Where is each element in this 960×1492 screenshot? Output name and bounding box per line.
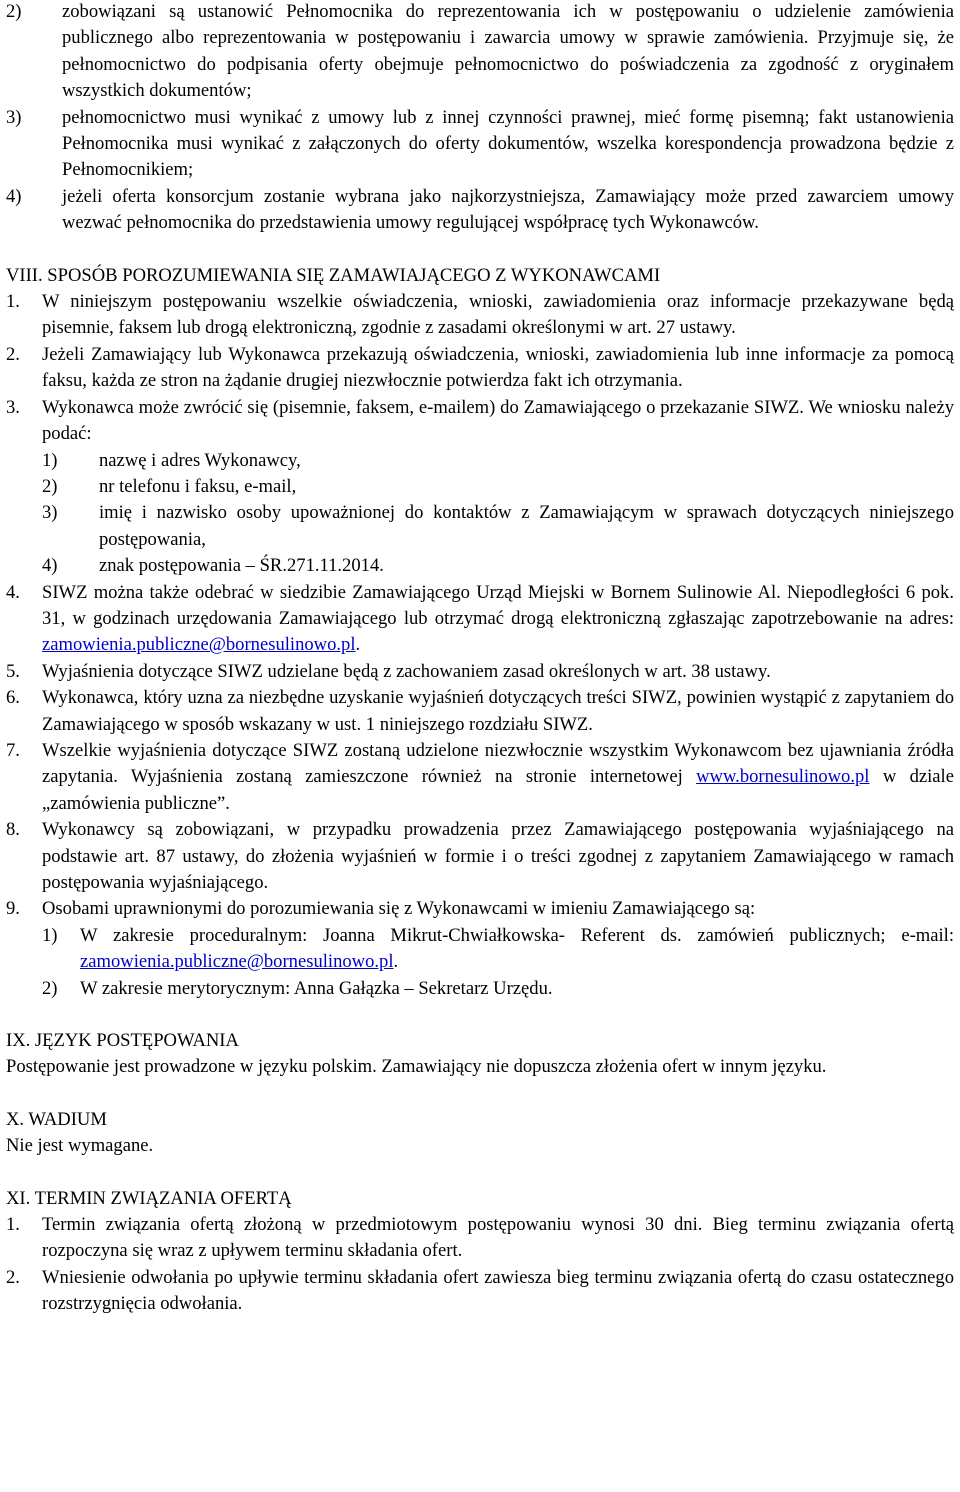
paragraph-9-items: [42, 923, 954, 1002]
paragraph-text: Osobami uprawnionymi do porozumiewania się z Wykonawcami w imieniu Zamawiającego są:: [42, 898, 756, 920]
list-item: [6, 184, 954, 237]
list-text: nr telefonu i faksu, e-mail,: [99, 475, 297, 497]
list-text: nazwę i adres Wykonawcy,: [99, 449, 301, 471]
paragraph-text: W niniejszym postępowaniu wszelkie oświadczenia, wnioski, zawiadomienia oraz informacje przekazywane będą pisemnie, faksem lub drogą elektroniczną, zgodnie z zasadami określonymi w art. 27 ustawy.: [42, 291, 954, 339]
list-item: [42, 474, 954, 500]
list-number: 4): [6, 185, 22, 207]
list-number: 2): [42, 475, 58, 497]
list-text: imię i nazwisko osoby upoważnionej do kontaktów z Zamawiającym w sprawach dotyczących niniejszego postępowania,: [99, 502, 954, 550]
paragraph-number: 6.: [6, 687, 20, 709]
paragraph-text: Wyjaśnienia dotyczące SIWZ udzielane będą z zachowaniem zasad określonych w art. 38 ustawy.: [42, 660, 771, 682]
list-item: [42, 448, 954, 474]
list-number: 2): [6, 1, 22, 22]
paragraph-text: Wykonawca, który uzna za niezbędne uzyskanie wyjaśnień dotyczących treści SIWZ, powinien wystąpić z zapytaniem do Zamawiającego w sposób wskazany w ust. 1 niniejszego rozdziału SIWZ.: [42, 687, 954, 735]
section-heading-viii: VIII. SPOSÓB POROZUMIEWANIA SIĘ ZAMAWIAJĄCEGO Z WYKONAWCAMI: [6, 264, 661, 286]
list-number: 2.: [6, 1266, 20, 1288]
list-text: pełnomocnictwo musi wynikać z umowy lub z innej czynności prawnej, mieć formę pisemną; fakt ustanowienia Pełnomocnika musi wynikać z załączonych do oferty dokumentów, wszelka korespondencja prowadzona będzie z Pełnomocnikiem;: [62, 106, 954, 181]
list-item: [6, 105, 954, 184]
list-item: [6, 1265, 954, 1318]
list-item: [6, 0, 954, 105]
list-number: 1): [42, 449, 58, 471]
paragraph-2: [6, 342, 954, 395]
paragraph-text: Wykonawcy są zobowiązani, w przypadku prowadzenia przez Zamawiającego postępowania wyjaśniającego na podstawie art. 87 ustawy, do złożenia wyjaśnień w formie i o treści zgodnej z zapytaniem Zamawiającego w ramach postępowania wyjaśniającego.: [42, 819, 954, 893]
paragraph-3-items: [42, 448, 954, 580]
list-number: 3): [6, 106, 22, 128]
list-item: [42, 500, 954, 553]
list-item: [6, 1212, 954, 1265]
email-link[interactable]: zamowienia.publiczne@bornesulinowo.pl: [42, 634, 356, 656]
list-text: znak postępowania – ŚR.271.11.2014.: [99, 555, 384, 577]
paragraph-number: 8.: [6, 819, 20, 841]
section-heading-x: X. WADIUM: [6, 1108, 107, 1130]
paragraph-text: SIWZ można także odebrać w siedzibie Zamawiającego Urząd Miejski w Bornem Sulinowie Al. Niepodległości 6 pok. 31, w godzinach urzędowania Zamawiającego lub otrzymać drogą elektroniczną zgłaszając zapotrzebowanie na adres: zamowienia.publiczne@bornesulinowo.pl.: [42, 581, 954, 656]
paragraph-number: 5.: [6, 660, 20, 682]
paragraph-text: Jeżeli Zamawiający lub Wykonawca przekazują oświadczenia, wnioski, zawiadomienia lub inne informacje za pomocą faksu, każda ze stron na żądanie drugiej niezwłocznie potwierdza fakt ich otrzymania.: [42, 343, 954, 392]
list-number: 1): [42, 924, 58, 946]
list-number: 1.: [6, 1214, 20, 1236]
list-number: 4): [42, 555, 58, 577]
list-text: Wniesienie odwołania po upływie terminu składania ofert zawiesza bieg terminu związania ofertą do czasu ostatecznego rozstrzygnięcia odwołania.: [42, 1266, 954, 1315]
email-link[interactable]: zamowienia.publiczne@bornesulinowo.pl: [80, 951, 394, 973]
list-item: [42, 553, 954, 579]
paragraph-number: 2.: [6, 343, 20, 365]
paragraph-8: [6, 817, 954, 896]
website-link[interactable]: www.bornesulinowo.pl: [696, 766, 870, 788]
list-text: Termin związania ofertą złożoną w przedmiotowym postępowaniu wynosi 30 dni. Bieg terminu związania ofertą rozpoczyna się wraz z upływem terminu składania ofert.: [42, 1214, 954, 1262]
paragraph-1: [6, 289, 954, 342]
paragraph-number: 3.: [6, 396, 20, 418]
paragraph-3: [6, 395, 954, 448]
paragraph-text: Wykonawca może zwrócić się (pisemnie, faksem, e-mailem) do Zamawiającego o przekazanie SIWZ. We wniosku należy podać:: [42, 396, 954, 445]
section-heading-ix: IX. JĘZYK POSTĘPOWANIA: [6, 1030, 239, 1052]
list-text: W zakresie merytorycznym: Anna Gałązka – Sekretarz Urzędu.: [80, 977, 553, 999]
paragraph-number: 9.: [6, 898, 20, 920]
paragraph-7: [6, 738, 954, 817]
list-item: [42, 976, 954, 1002]
paragraph-text: Wszelkie wyjaśnienia dotyczące SIWZ zostaną udzielone niezwłocznie wszystkim Wykonawcom bez ujawniania źródła zapytania. Wyjaśnienia zostaną zamieszczone również na stronie internetowej www.bornesulinowo.pl w dziale „zamówienia publiczne”.: [42, 739, 954, 814]
paragraph-number: 4.: [6, 581, 20, 603]
list-text: zobowiązani są ustanowić Pełnomocnika do reprezentowania ich w postępowaniu o udzielenie zamówienia publicznego albo reprezentowania w postępowaniu i zawarcia umowy w sprawie zamówienia. Przyjmuje się, że pełnomocnictwo do podpisania oferty obejmuje pełnomocnictwo do poświadczenia za zgodność z oryginałem wszystkich dokumentów;: [62, 1, 954, 102]
paragraph-9: [6, 896, 954, 922]
list-text: jeżeli oferta konsorcjum zostanie wybrana jako najkorzystniejsza, Zamawiający może przed zawarciem umowy wezwać pełnomocnika do przedstawienia umowy regulującej współpracę tych Wykonawców.: [62, 185, 954, 234]
section-text: Postępowanie jest prowadzone w języku polskim. Zamawiający nie dopuszcza złożenia ofert w innym języku.: [6, 1056, 827, 1078]
paragraph-4: [6, 580, 954, 659]
list-item: [42, 923, 954, 976]
section-heading-xi: XI. TERMIN ZWIĄZANIA OFERTĄ: [6, 1187, 292, 1209]
list-text: W zakresie proceduralnym: Joanna Mikrut-Chwiałkowska- Referent ds. zamówień publicznych; e-mail: zamowienia.publiczne@bornesulinowo.pl.: [80, 924, 954, 973]
paragraph-number: 1.: [6, 291, 20, 313]
list-number: 2): [42, 977, 58, 999]
paragraph-6: [6, 685, 954, 738]
list-number: 3): [42, 502, 58, 524]
paragraph-number: 7.: [6, 739, 20, 761]
paragraph-5: [6, 659, 954, 685]
document-page: [6, 0, 954, 1318]
top-list: [6, 0, 954, 237]
section-text: Nie jest wymagane.: [6, 1135, 154, 1157]
